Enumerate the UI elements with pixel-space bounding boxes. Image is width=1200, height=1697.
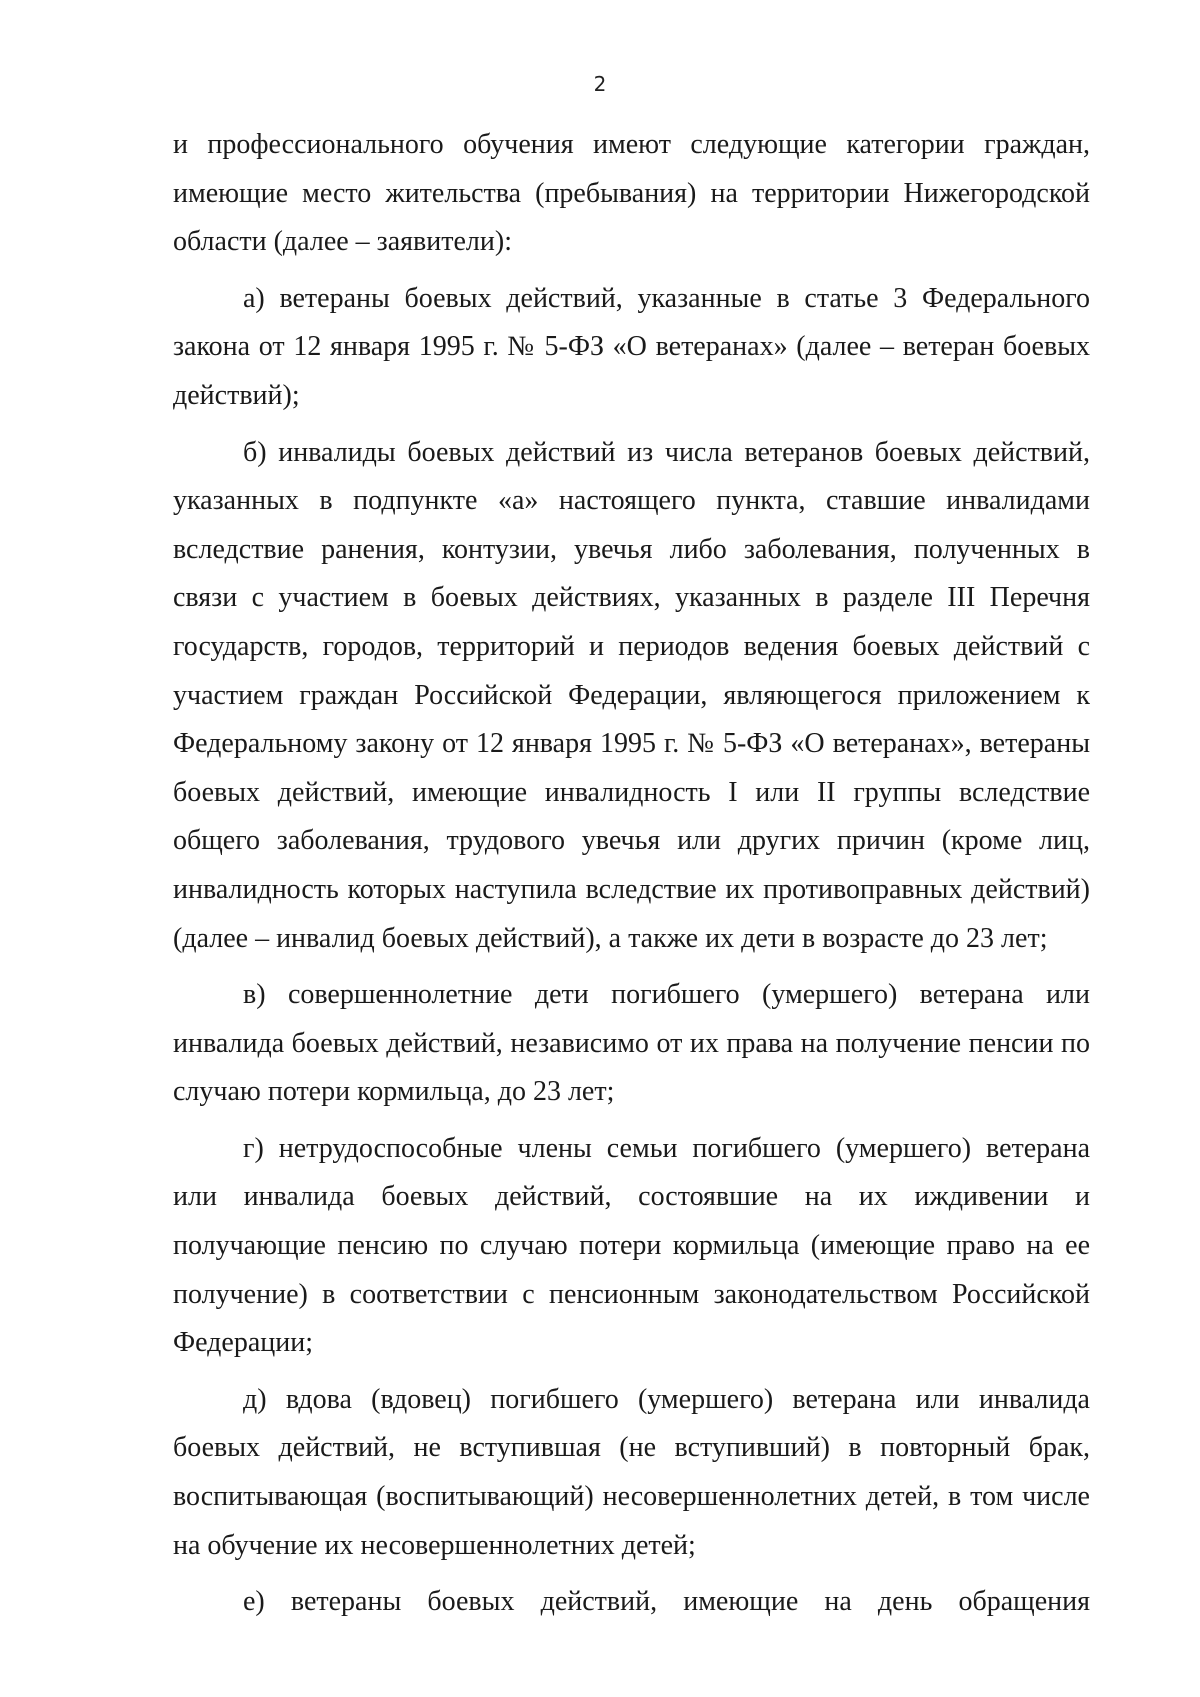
paragraph-item-b: б) инвалиды боевых действий из числа ветеранов боевых действий, указанных в подпункте «а» настоящего пункта, ставшие инвалидами вследствие ранения, контузии, увечья либо заболевания, полученных в связи с участием в боевых действиях, указанных в разделе III Перечня государств, городов, территорий и периодов ведения боевых действий с участием граждан Российской Федерации, являющегося приложением к Федеральному закону от 12 января 1995 г. № 5-ФЗ «О ветеранах», ветераны боевых действий, имеющие инвалидность I или II группы вследствие общего заболевания, трудового увечья или других причин (кроме лиц, инвалидность которых наступила вследствие их противоправных действий) (далее – инвалид боевых действий), а также их дети в возрасте до 23 лет;: [173, 436, 1090, 954]
paragraph-item-a: а) ветераны боевых действий, указанные в статье 3 Федерального закона от 12 января 1995 г. № 5-ФЗ «О ветеранах» (далее – ветеран боевых действий);: [173, 282, 1090, 411]
document-body: [173, 121, 1090, 1635]
paragraph-item-e: е) ветераны боевых действий, имеющие на день обращения: [243, 1586, 1090, 1618]
paragraph-item-g: г) нетрудоспособные члены семьи погибшего (умершего) ветерана или инвалида боевых действий, состоявшие на их иждивении и получающие пенсию по случаю потери кормильца (имеющие право на ее получение) в соответствии с пенсионным законодательством Российской Федерации;: [173, 1132, 1090, 1359]
page-number: 2: [593, 72, 607, 96]
paragraph-item-d: д) вдова (вдовец) погибшего (умершего) ветерана или инвалида боевых действий, не вступившая (не вступивший) в повторный брак, воспитывающая (воспитывающий) несовершеннолетних детей, в том числе на обучение их несовершеннолетних детей;: [173, 1383, 1090, 1561]
paragraph-item-v: в) совершеннолетние дети погибшего (умершего) ветерана или инвалида боевых действий, независимо от их права на получение пенсии по случаю потери кормильца, до 23 лет;: [173, 979, 1090, 1108]
paragraph-intro-continuation: и профессионального обучения имеют следующие категории граждан, имеющие место жительства (пребывания) на территории Нижегородской области (далее – заявители):: [173, 129, 1090, 258]
